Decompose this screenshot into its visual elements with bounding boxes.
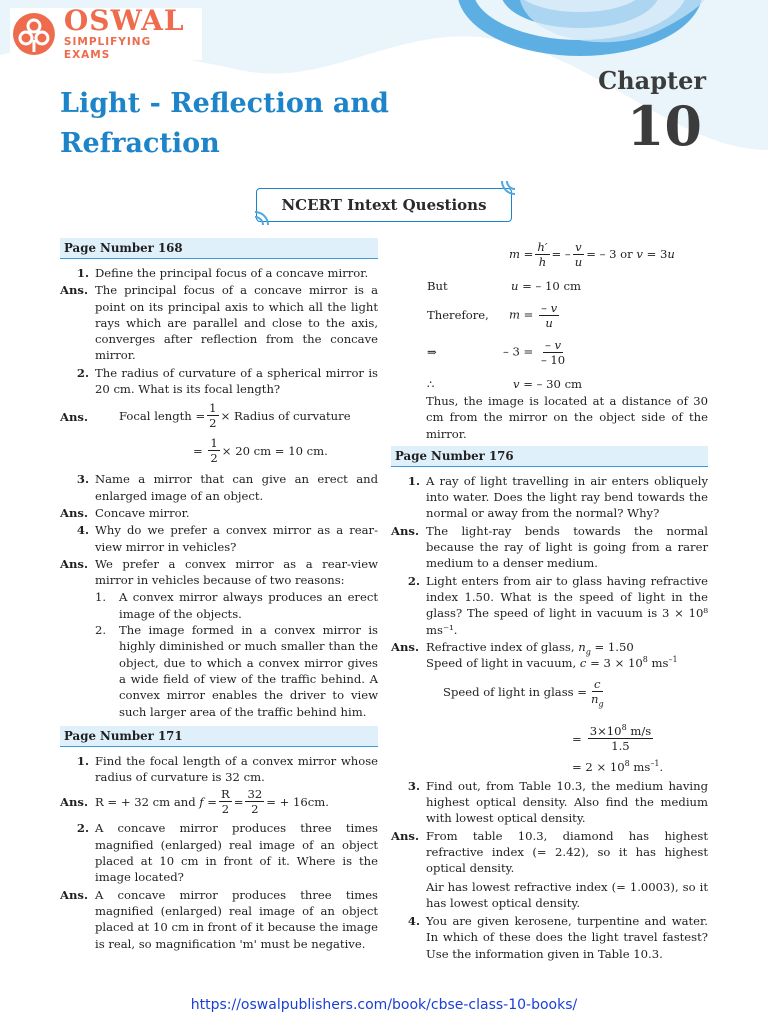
equation: Refractive index of glass, $n_g = 1.50$ (426, 639, 634, 657)
section-banner (256, 188, 512, 222)
answer: Ans. The principal focus of a concave mirror is a point on its principal axis to which all the light rays which are parallel and close to the axis, converges after reflection from the concave mirror. (60, 283, 378, 363)
equation-text: × Radius of curvature (220, 408, 351, 423)
answer: Ans. Concave mirror. (60, 505, 190, 520)
list-item: 2. The image formed in a convex mirror is highly diminished or much smaller than the object, due to which a convex mirror gives a wide field of view of the traffic behind. A convex mirror enables the driver to view such larger area of the traffic behind him. (95, 623, 378, 719)
answer: Ans. The light-ray bends towards the normal because the ray of light is going from a rarer medium to a denser medium. (391, 523, 708, 571)
page-number-heading: Page Number 171 (60, 726, 378, 747)
answer: Ans. A concave mirror produces three times magnified (enlarged) real image of an object placed at 10 cm in front of it because the image is real, so magnification 'm' must be negative. (60, 887, 378, 951)
brand-tagline: SIMPLIFYING EXAMS (63, 36, 152, 61)
section-banner-text: NCERT Intext Questions (281, 196, 487, 214)
question: 3. Name a mirror that can give an erect and enlarged image of an object. (76, 472, 378, 503)
question: 4. You are given kerosene, turpentine and water. In which of these does the light travel fastest? Use the information given in Table 10.3. (407, 914, 708, 961)
brand-logo (10, 4, 202, 61)
equation: u = – 10 cm (511, 278, 581, 293)
question: 1. Find the focal length of a convex mirror whose radius of curvature is 32 cm. (76, 753, 378, 785)
right-column (391, 240, 708, 963)
equation: m = $\frac{h'}{h}$ = – $\frac{v}{u}$ = – 3 or v = 3 u (509, 240, 675, 269)
chapter-number: 10 (626, 94, 702, 158)
equation: v = – 30 cm (513, 376, 583, 391)
equation-text: Focal length = (119, 408, 206, 423)
answer: Ans. Focal length = $\frac{1}{2}$ × Radius of curvature = $\frac{1}{2}$ × 20 cm = 10 cm. (60, 401, 351, 466)
answer-continued: Air has lowest refractive index (= 1.0003), so it has lowest optical density. (426, 879, 708, 910)
answer: Ans. From table 10.3, diamond has highest refractive index (= 2.42), so it has highest optical density. (391, 828, 708, 876)
footer-link[interactable]: https://oswalpublishers.com/book/cbse-class-10-books/ (190, 997, 578, 1013)
equation: = $2 \times 10^8$ $ms^{-1}$. (572, 759, 664, 775)
equation: m = $\frac{- v}{u}$ (509, 301, 558, 330)
answer: Ans. R = + 32 cm and f = $\frac{R}{2}$ = $\frac{32}{2}$ = + 16cm. (60, 787, 378, 816)
but-label: But (427, 278, 448, 293)
wifi-icon (253, 207, 271, 225)
implies-symbol: ⇒ (427, 345, 437, 360)
wifi-icon (499, 181, 517, 199)
oswal-logo-icon (12, 12, 56, 56)
equation-text: = (193, 443, 207, 458)
question: 1. A ray of light travelling in air enters obliquely into water. Does the light ray bend towards the normal or away from the normal? Why? (407, 473, 708, 521)
question: 2. The radius of curvature of a spherical mirror is 20 cm. What is its focal length? (76, 365, 378, 397)
chapter-title: Light - Reflection and Refraction (60, 88, 389, 159)
fraction: $\frac{1}{2}$ (210, 436, 218, 466)
conclusion-text: Thus, the image is located at a distance of 30 cm from the mirror on the object side of the mirror. (426, 394, 708, 441)
equation: Speed of light in vacuum, $c = 3 \times 10^8$ $ms^{-1}$ (426, 655, 678, 671)
fraction: $\frac{c}{n_g}$ (591, 677, 604, 709)
equation: – 3 = $\frac{- v}{- 10}$ (503, 338, 566, 367)
left-column (60, 238, 378, 953)
equation: R = + 32 cm and f = $\frac{R}{2}$ = $\frac{32}{2}$ = + 16cm. (95, 787, 329, 817)
question: 1. Define the principal focus of a concave mirror. (76, 266, 369, 280)
question: 2. A concave mirror produces three times magnified (enlarged) real image of an object placed at 10 cm in front of it. Where is the image located? (76, 821, 378, 885)
question: 2. Light enters from air to glass having refractive index 1.50. What is the speed of light in the glass? The speed of light in vacuum is 3 × 10⁸ ms⁻¹. (407, 573, 708, 637)
therefore-label: Therefore, (427, 308, 489, 323)
equation-text: × 20 cm = 10 cm. (221, 443, 328, 458)
fraction: $\frac{1}{2}$ (209, 401, 217, 431)
list-item: 1. A convex mirror always produces an erect image of the objects. (95, 590, 378, 621)
brand-name: OSWAL (63, 4, 185, 37)
question: 4. Why do we prefer a convex mirror as a rear-view mirror in vehicles? (76, 523, 378, 554)
answer: Ans. We prefer a convex mirror as a rear-view mirror in vehicles because of two reasons: (60, 556, 378, 588)
equation: = $\frac{3\times 10^8 m/s}{1.5}$ (572, 723, 652, 754)
answer: Ans. Refractive index of glass, $n_g = 1.50$ Speed of light in vacuum, $c = 3 \times 10^8$ $ms^{-1}$ (391, 639, 678, 671)
chapter-label: Chapter (598, 66, 706, 95)
page-number-heading: Page Number 176 (391, 446, 708, 467)
question: 3. Find out, from Table 10.3, the medium having highest optical density. Also find the medium with lowest optical density. (407, 778, 708, 826)
hence-symbol: ∴ (427, 376, 435, 391)
equation-text: Speed of light in glass = (443, 684, 587, 699)
page-number-heading: Page Number 168 (60, 238, 378, 259)
